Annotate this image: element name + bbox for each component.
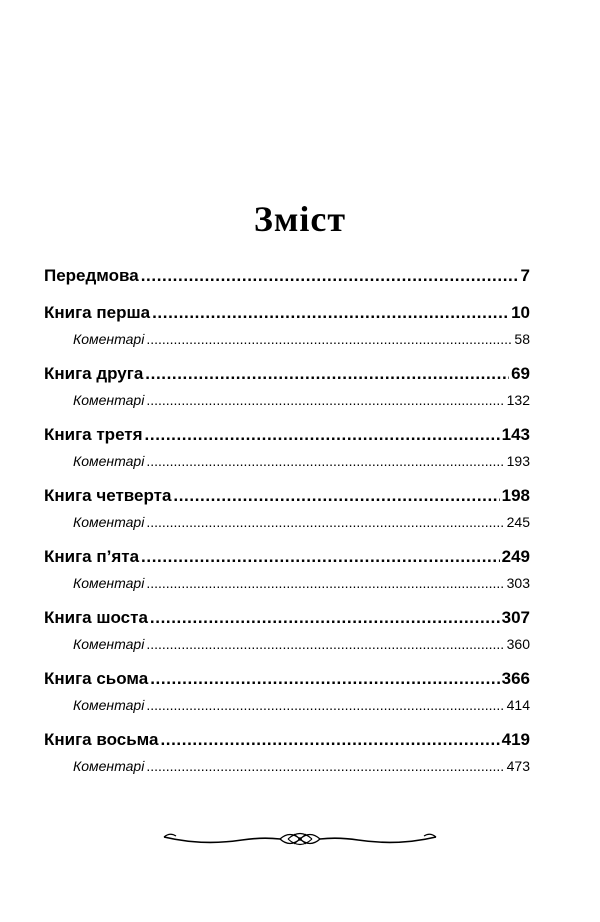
toc-comment-label: Коментарі (73, 697, 145, 713)
toc-entry-book-7[interactable] (44, 665, 530, 693)
dot-leader (146, 327, 512, 351)
toc-comment-label: Коментарі (73, 331, 145, 347)
dot-leader (146, 449, 504, 473)
dot-leader (146, 571, 504, 595)
toc-page-number: 58 (514, 331, 530, 347)
toc-page-number: 360 (506, 636, 530, 652)
toc-comments-book-5[interactable] (44, 571, 530, 595)
toc-entry-label: Книга третя (44, 425, 143, 444)
toc-comments-book-7[interactable] (44, 693, 530, 717)
toc-entry-book-6[interactable] (44, 604, 530, 632)
toc-comment-label: Коментарі (73, 392, 145, 408)
toc-comment-label: Коментарі (73, 575, 145, 591)
toc-entry-label: Книга п’ята (44, 547, 140, 566)
toc-comments-book-3[interactable] (44, 449, 530, 473)
toc-entry-book-3[interactable] (44, 421, 530, 449)
dot-leader (145, 360, 509, 388)
dot-leader (150, 604, 500, 632)
dot-leader (150, 665, 499, 693)
toc-comment-label: Коментарі (73, 514, 145, 530)
dot-leader (160, 726, 499, 754)
toc-entry-label: Книга друга (44, 364, 144, 383)
toc-entry-preface[interactable] (44, 262, 530, 290)
toc-comment-label: Коментарі (73, 636, 145, 652)
table-of-contents (44, 262, 530, 778)
toc-entry-label: Книга сьома (44, 669, 149, 688)
toc-comments-book-8[interactable] (44, 754, 530, 778)
toc-page-number: 10 (511, 303, 530, 322)
toc-page-number: 132 (506, 392, 530, 408)
dot-leader (146, 388, 504, 412)
toc-entry-book-2[interactable] (44, 360, 530, 388)
toc-comments-book-6[interactable] (44, 632, 530, 656)
toc-page-number: 419 (501, 730, 530, 749)
dot-leader (141, 543, 500, 571)
toc-comment-label: Коментарі (73, 453, 145, 469)
toc-entry-label: Книга перша (44, 303, 151, 322)
dot-leader (173, 482, 499, 510)
toc-page-number: 193 (506, 453, 530, 469)
toc-page-number: 7 (520, 266, 530, 285)
toc-comments-book-1[interactable] (44, 327, 530, 351)
dot-leader (152, 299, 509, 327)
toc-page-number: 249 (501, 547, 530, 566)
toc-page-number: 143 (501, 425, 530, 444)
toc-page-number: 303 (506, 575, 530, 591)
toc-comments-book-2[interactable] (44, 388, 530, 412)
dot-leader (141, 262, 519, 290)
dot-leader (146, 693, 504, 717)
toc-page-number: 245 (506, 514, 530, 530)
toc-entry-book-4[interactable] (44, 482, 530, 510)
dot-leader (146, 754, 504, 778)
toc-entry-label: Книга восьма (44, 730, 159, 749)
toc-entry-label: Книга шоста (44, 608, 148, 627)
dot-leader (146, 510, 504, 534)
toc-page-number: 307 (501, 608, 530, 627)
toc-entry-book-5[interactable] (44, 543, 530, 571)
toc-entry-book-8[interactable] (44, 726, 530, 754)
toc-entry-label: Передмова (44, 266, 139, 285)
toc-comments-book-4[interactable] (44, 510, 530, 534)
flourish-divider-icon (162, 824, 438, 854)
toc-comment-label: Коментарі (73, 758, 145, 774)
toc-entry-label: Книга четверта (44, 486, 172, 505)
toc-page-number: 414 (506, 697, 530, 713)
toc-page-number: 473 (506, 758, 530, 774)
toc-entry-book-1[interactable] (44, 299, 530, 327)
toc-page-number: 366 (501, 669, 530, 688)
dot-leader (146, 632, 504, 656)
page-title: Зміст (253, 199, 347, 239)
toc-page-number: 198 (501, 486, 530, 505)
toc-page-number: 69 (511, 364, 530, 383)
dot-leader (145, 421, 500, 449)
